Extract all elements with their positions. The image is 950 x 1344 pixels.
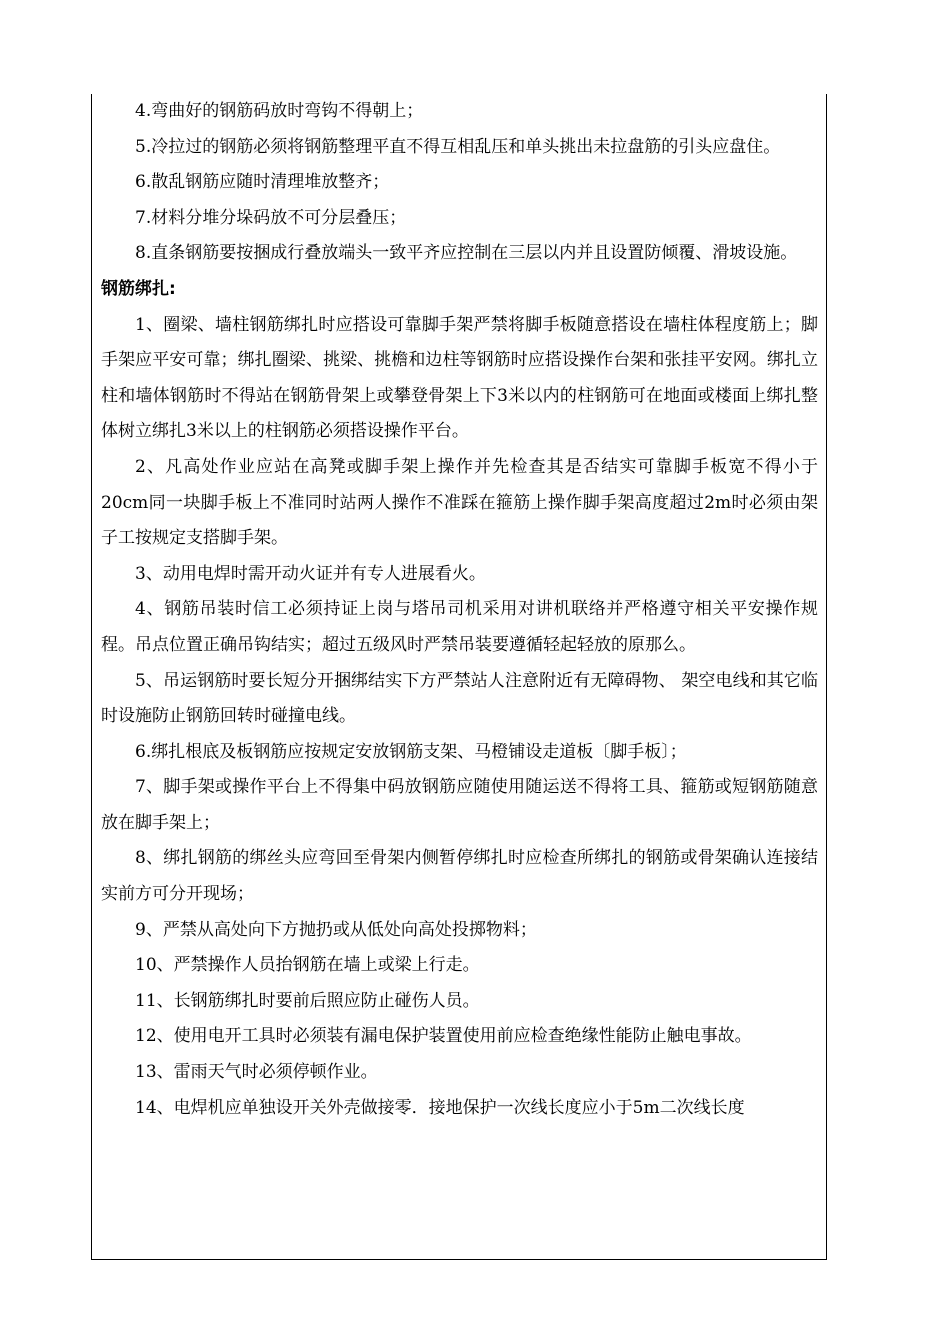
paragraph-8: 8.直条钢筋要按捆成行叠放端头一致平齐应控制在三层以内并且设置防倾覆、滑坡设施。 [135, 243, 798, 264]
binding-item-12: 12、使用电开工具时必须装有漏电保护装置使用前应检查绝缘性能防止触电事故。 [135, 1026, 752, 1047]
document-body [92, 94, 826, 1126]
binding-item-8: 8、绑扎钢筋的绑丝头应弯回至骨架内侧暂停绑扎时应检查所绑扎的钢筋或骨架确认连接结实前方可分开现场； [101, 848, 818, 905]
section-heading: 钢筋绑扎: [101, 278, 176, 299]
binding-item-13: 13、雷雨天气时必须停顿作业。 [135, 1062, 378, 1083]
paragraph-5: 5.冷拉过的钢筋必须将钢筋整理平直不得互相乱压和单头挑出未拉盘筋的引头应盘住。 [135, 136, 781, 157]
binding-item-5: 5、吊运钢筋时要长短分开捆绑结实下方严禁站人注意附近有无障碍物、 架空电线和其它临时设施防止钢筋回转时碰撞电线。 [101, 670, 818, 727]
binding-item-7: 7、脚手架或操作平台上不得集中码放钢筋应随使用随运送不得将工具、箍筋或短钢筋随意放在脚手架上； [101, 777, 818, 833]
document-frame [91, 94, 827, 1260]
binding-item-14: 14、电焊机应单独设开关外壳做接零．接地保护一次线长度应小于5m二次线长度 [135, 1097, 745, 1118]
paragraph-4: 4.弯曲好的钢筋码放时弯钩不得朝上； [135, 101, 424, 121]
binding-item-11: 11、长钢筋绑扎时要前后照应防止碰伤人员。 [135, 990, 480, 1011]
binding-item-10: 10、严禁操作人员抬钢筋在墙上或梁上行走。 [135, 955, 480, 976]
binding-item-3: 3、动用电焊时需开动火证并有专人进展看火。 [135, 563, 486, 584]
binding-item-2: 2、凡高处作业应站在高凳或脚手架上操作并先检查其是否结实可靠脚手板宽不得小于20cm同一块脚手板上不准同时站两人操作不准踩在箍筋上操作脚手架高度超过2m时必须由架子工按规定支搭脚手架。 [101, 456, 818, 549]
binding-item-6: 6.绑扎根底及板钢筋应按规定安放钢筋支架、马橙铺设走道板〔脚手板〕； [135, 741, 687, 762]
binding-item-1: 1、圈梁、墙柱钢筋绑扎时应搭设可靠脚手架严禁将脚手板随意搭设在墙柱体程度筋上；脚手架应平安可靠；绑扎圈梁、挑梁、挑檐和边柱等钢筋时应搭设操作台架和张挂平安网。绑扎立柱和墙体钢筋时不得站在钢筋骨架上或攀登骨架上下3米以内的柱钢筋可在地面或楼面上绑扎整体树立绑扎3米以上的柱钢筋必须搭设操作平台。 [101, 314, 818, 442]
binding-item-9: 9、严禁从高处向下方抛扔或从低处向高处投掷物料； [135, 919, 537, 940]
binding-item-4: 4、钢筋吊装时信工必须持证上岗与塔吊司机采用对讲机联络并严格遵守相关平安操作规程。吊点位置正确吊钩结实；超过五级风时严禁吊装要遵循轻起轻放的原那么。 [101, 599, 818, 655]
paragraph-7: 7.材料分堆分垛码放不可分层叠压； [135, 207, 407, 228]
paragraph-6: 6.散乱钢筋应随时清理堆放整齐； [135, 172, 390, 193]
